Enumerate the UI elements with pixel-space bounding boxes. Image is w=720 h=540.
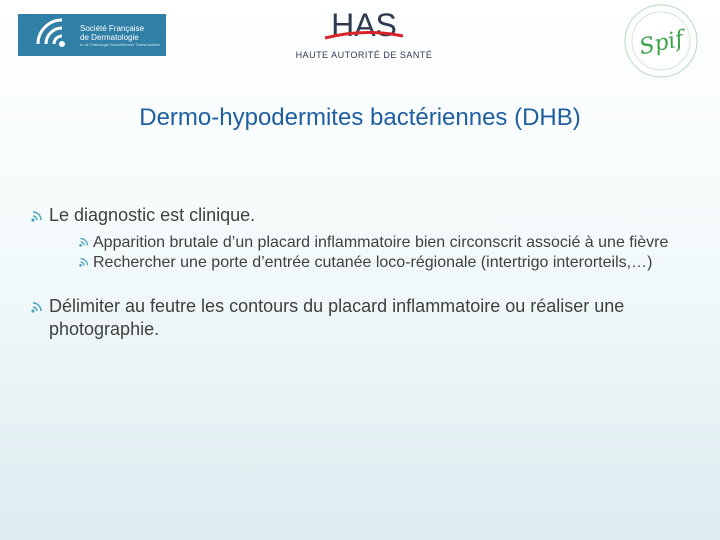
slide-title: Dermo-hypodermites bactériennes (DHB)	[139, 104, 581, 131]
signal-waves-icon	[78, 236, 90, 248]
header-logos	[0, 0, 720, 90]
bullet-list	[30, 204, 690, 341]
signal-waves-icon	[30, 300, 44, 314]
sfd-logo-tagline: et de Pathologie Sexuellement Transmissible	[80, 41, 160, 47]
sub-bullet-text: Apparition brutale d’un placard inflammatoire bien circonscrit associé à une fièvre	[93, 234, 669, 251]
spif-mark-text: Spif	[637, 26, 686, 61]
has-logo	[284, 6, 444, 70]
wifi-waves-icon	[18, 14, 80, 56]
bullet-item	[30, 204, 690, 273]
sub-bullet-item	[59, 233, 690, 253]
sub-bullet-text: Rechercher une porte d’entrée cutanée loco-régionale (intertrigo interorteils,…)	[93, 254, 653, 271]
signal-waves-icon	[30, 209, 44, 223]
sfd-logo-line2: de Dermatologie	[80, 32, 139, 42]
signal-waves-icon	[78, 256, 90, 268]
has-logo-name: HAUTE AUTORITÉ DE SANTÉ	[295, 50, 433, 60]
sub-bullet-item	[59, 253, 690, 273]
has-logo-mark	[319, 6, 409, 46]
bullet-item	[30, 295, 690, 341]
has-mark-text: HAS	[331, 7, 397, 43]
sfd-logo	[18, 14, 166, 56]
sub-bullet-list	[59, 233, 690, 273]
bullet-text: Le diagnostic est clinique.	[49, 205, 256, 225]
sfd-logo-line1: Société Française	[80, 23, 145, 33]
spif-logo	[620, 0, 702, 82]
bullet-text: Délimiter au feutre les contours du placard inflammatoire ou réaliser une photographie.	[49, 296, 625, 339]
